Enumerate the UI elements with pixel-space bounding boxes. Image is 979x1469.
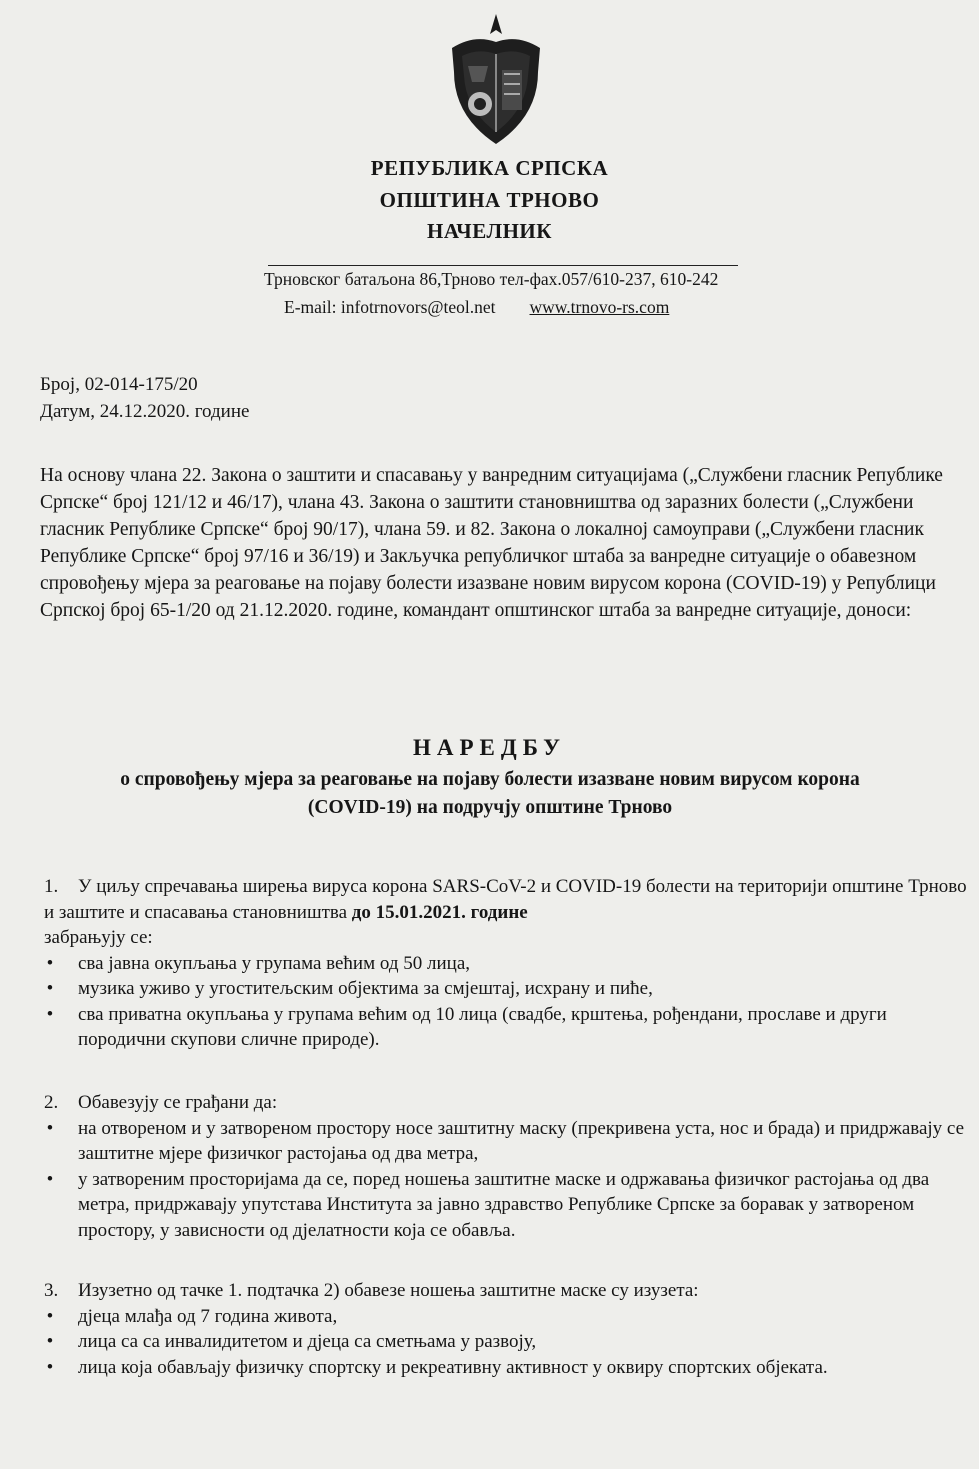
bullet-icon: • [46,1003,54,1025]
bullet-icon: • [46,1356,54,1378]
section-number: 3. [44,1280,59,1301]
republic-heading: РЕПУБЛИКА СРПСКА [370,156,609,180]
section-1-text: У циљу спречавања ширења вируса корона SARS-CoV-2 и COVID-19 болести на територији општине Трново и заштите и спасавања становништва [44,876,967,923]
deadline-date: до 15.01.2021. године [351,901,528,923]
bullet-icon: • [46,1305,54,1327]
section-1-lead [44,874,974,951]
list-item [44,1116,974,1167]
section-1 [44,874,974,1053]
bullet-icon: • [46,1168,54,1190]
list-item-text: у затвореним просторијама да се, поред ношења заштитне маске и одржавања физичког растојања од два метра, придржавају упутстава Института за јавно здравство Републике Српске за боравак у затвореном простору, у зависности од дјелатности која се обавља. [78,1168,930,1241]
list-item [44,976,974,1002]
document-date: Датум, 24.12.2020. године [40,401,250,422]
bullet-icon: • [46,978,54,999]
list-item-text: сва јавна окупљања у групама већим од 50 лица, [78,952,470,974]
list-item [44,1002,974,1053]
section-2-lead [44,1090,974,1116]
list-item [44,1304,974,1330]
municipality-heading: ОПШТИНА ТРНОВО [379,188,600,212]
list-item-text: на отвореном и у затвореном простору носе заштитну маску (прекривена уста, нос и брада) и придржавају се заштитне мјере физичког растојања од два метра, [78,1117,965,1164]
coat-of-arms-icon [438,12,554,150]
bullet-icon: • [46,1331,54,1352]
list-item-text: сва приватна окупљања у групама већим од 10 лица (свадбе, крштења, рођендани, прославе и други породични скупови сличне природе). [78,1003,887,1050]
address-line: Трновског батаљона 86,Трново тел-фах.057/610-237, 610-242 [264,269,719,289]
section-1-list [44,951,974,1053]
section-2 [44,1090,974,1243]
list-item [44,1355,974,1381]
list-item [44,1167,974,1244]
section-2-list [44,1116,974,1244]
list-item-text: лица са са инвалидитетом и дјеца са сметњама у развоју, [78,1331,537,1352]
document-number: Број, 02-014-175/20 [40,374,198,395]
header-divider [268,265,738,266]
intro-paragraph: На основу члана 22. Закона о заштити и спасавању у ванредним ситуацијама („Службени гласник Републике Српске“ број 121/12 и 46/17), члана 43. Закона о заштити становништва од заразних болести („Службени гласник Републике Српске“ број 90/17), члана 59. и 82. Закона о локалној самоуправи („Службени гласник Републике Српске“ број 97/16 и 36/19) и Закључка републичког штаба за ванредне ситуације о обавезном спровођењу мјера за реаговање на појаву болести изазване новим вирусом корона (COVID-19) у Републици Српској број 65-1/20 од 21.12.2020. године, командант општинског штаба за ванредне ситуације, доноси: [40,465,943,621]
contact-line [284,297,669,318]
bullet-icon: • [46,1117,54,1139]
list-item [44,951,974,977]
email-text: E-mail: infotrnovors@teol.net [284,297,496,317]
section-2-text: Обавезују се грађани да: [78,1092,278,1113]
section-3-text: Изузетно од тачке 1. подтачка 2) обавезе ношења заштитне маске су изузета: [78,1280,699,1301]
section-1-lead-end: забрањују се: [44,927,153,948]
list-item-text: музика уживо у угоститељским објектима за смјештај, исхрану и пиће, [78,978,653,999]
bullet-icon: • [46,952,54,974]
website-link[interactable]: www.trnovo-rs.com [529,297,670,317]
section-3 [44,1278,974,1380]
section-3-lead [44,1278,974,1304]
list-item [44,1329,974,1355]
order-title: НАРЕДБУ [413,735,566,760]
order-subtitle: о спровођењу мјера за реаговање на појаву болести изазване новим вирусом корона (COVID-19) на подручју општине Трново [120,769,860,818]
office-heading: НАЧЕЛНИК [427,219,552,243]
section-number: 2. [44,1092,59,1113]
section-3-list [44,1304,974,1381]
section-number: 1. [44,876,59,897]
list-item-text: дјеца млађа од 7 година живота, [78,1305,338,1327]
list-item-text: лица која обављају физичку спортску и рекреативну активност у оквиру спортских објеката. [78,1356,828,1378]
